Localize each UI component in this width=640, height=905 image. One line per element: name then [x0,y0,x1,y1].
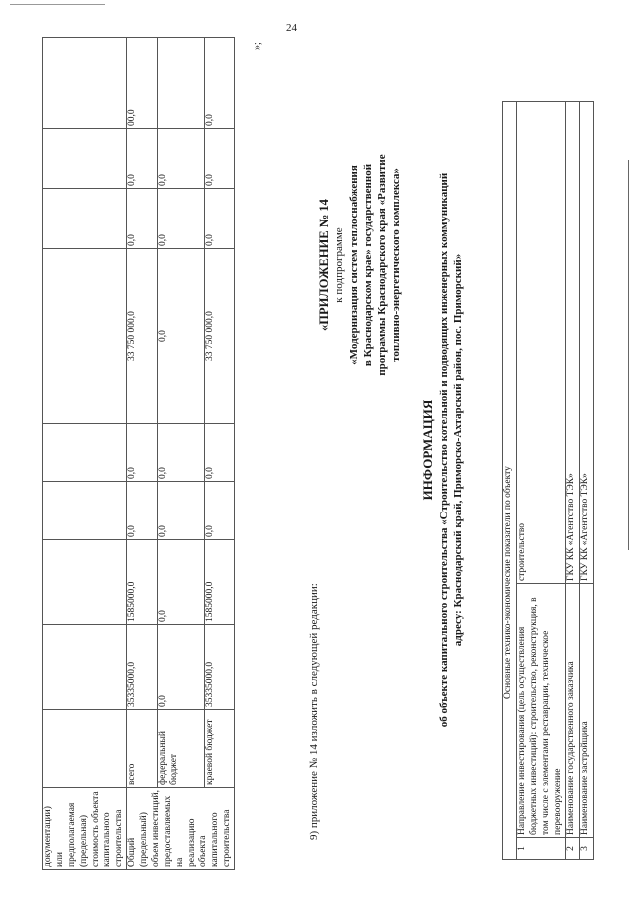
cell-value: 0,0 [127,129,157,189]
side-rule [628,160,629,550]
cell-value: 00,0 [127,38,157,129]
row-name: всего [127,710,157,788]
appendix-title: «ПРИЛОЖЕНИЕ № 14 [317,199,331,331]
row-label: Наименование государственного заказчика [565,584,579,838]
cell-value: 0,0 [204,482,234,540]
row-number: 2 [565,838,579,860]
cell-value: 0,0 [127,482,157,540]
cell-value: 0,0 [204,424,234,482]
cell-value: 0,0 [204,38,234,129]
appendix-heading: «ПРИЛОЖЕНИЕ № 14 к подпрограмме «Модернизация систем теплоснабжения в Краснодарском крае» государственной программы Краснодарского края «Развитие топливно-энергетического комплекса» [316,40,404,490]
rotated-page-content [30,20,620,880]
cell-value: 0,0 [157,129,204,189]
table-row [157,38,204,870]
info-heading: ИНФОРМАЦИЯ об объекте капитального строительства «Строительство котельной и подводящих инженерных коммуникаций адресу: Краснодарский край, Приморско-Ахтарский район, пос. Приморский» [420,40,465,860]
cell-total: 0,0 [157,625,204,710]
table-header: Основные технико-экономические показатели по объекту [503,101,517,859]
table-row [204,38,234,870]
cell-value: 0,0 [157,249,204,424]
investment-label-cell: Общий (предельный) объем инвестиций, предоставляемых на реализацию объекта капитального строительства [127,788,235,870]
cell-value: 0,0 [204,189,234,249]
cell-value: 1585000,0 [127,540,157,625]
table-row [517,101,566,859]
cell-value: 0,0 [204,129,234,189]
page-number: 24 [286,22,297,34]
cell-value: 0,0 [157,424,204,482]
row-label: Направление инвестирования (цель осуществления бюджетных инвестиций): строительство, реконструкция, в том числе с элементами реставрации, техническое перевооружение [517,584,566,838]
row-number: 3 [579,838,593,860]
cell-value: 0,0 [157,540,204,625]
info-title: ИНФОРМАЦИЯ [420,399,435,501]
cell-value: 0,0 [127,424,157,482]
row-value: строительство [517,101,566,583]
cell-value: 33 750 000,0 [204,249,234,424]
row-name: федеральный бюджет [157,710,204,788]
table-row [127,38,157,870]
investment-table [42,37,235,870]
closing-quote: »; [252,42,263,50]
row-value: ГКУ КК «Агентство ТЭК» [565,101,579,583]
amendment-paragraph: 9) приложение № 14 изложить в следующей редакции: [308,583,320,840]
cell-value: 0,0 [157,482,204,540]
row-value: ГКУ КК «Агентство ТЭК» [579,101,593,583]
cost-label-cell: документации) или предполагаемая (предельная) стоимость объекта капитального строительства [43,788,127,870]
top-rule [10,4,105,5]
cell-value: 1585000,0 [204,540,234,625]
cell-total: 35335000,0 [204,625,234,710]
cell-total: 35335000,0 [127,625,157,710]
cell-value: 33 750 000,0 [127,249,157,424]
row-number: 1 [517,838,566,860]
row-name: краевой бюджет [204,710,234,788]
object-info-table [502,101,594,860]
cell-value [157,38,204,129]
table-row [579,101,593,859]
cell-value: 0,0 [127,189,157,249]
table-row [565,101,579,859]
cell-value: 0,0 [157,189,204,249]
row-label: Наименование застройщика [579,584,593,838]
table-header-row [503,101,517,859]
table-row [43,38,127,870]
